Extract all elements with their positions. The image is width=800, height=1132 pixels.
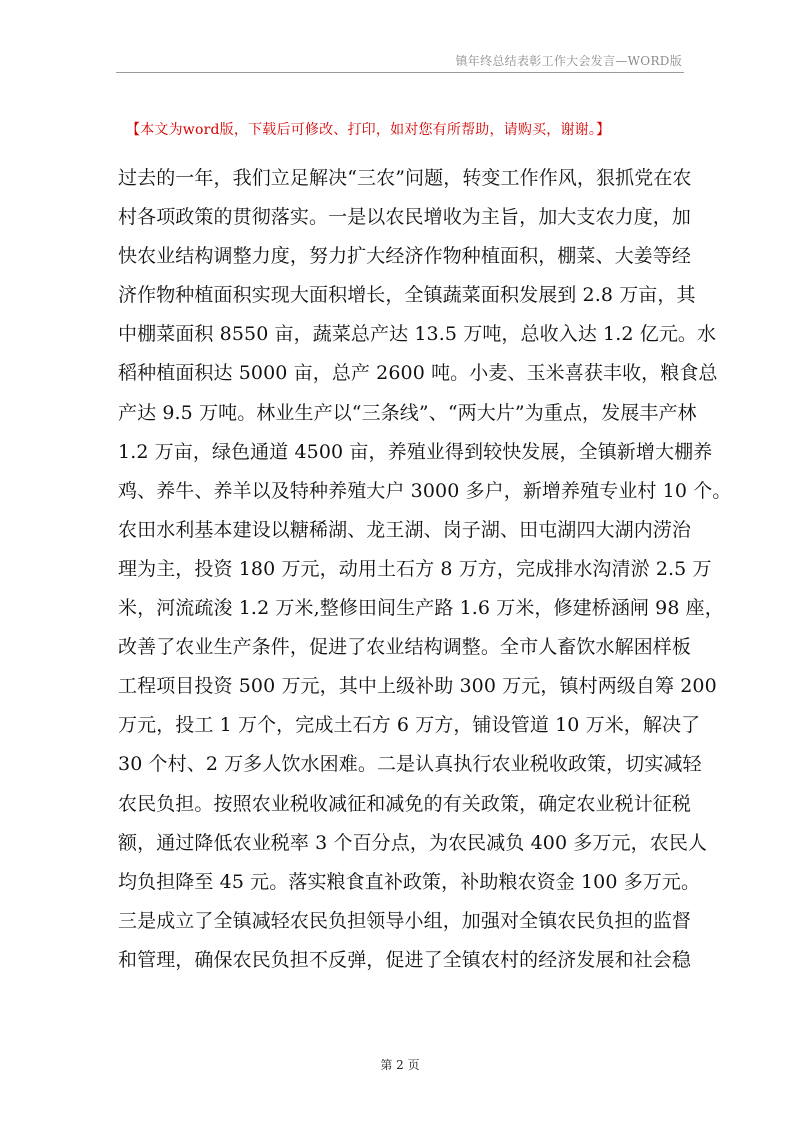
page-number: 第 2 页 xyxy=(380,1058,420,1072)
body-line: 三是成立了全镇减轻农民负担领导小组，加强对全镇农民负担的监督 xyxy=(118,909,692,932)
body-line: 万元，投工 1 万个，完成土石方 6 万方，铺设管道 10 万米，解决了 xyxy=(118,714,701,737)
body-line: 中棚菜面积 8550 亩，蔬菜总产达 13.5 万吨，总收入达 1.2 亿元。水 xyxy=(118,323,717,346)
body-line: 1.2 万亩，绿色通道 4500 亩，养殖业得到较快发展，全镇新增大棚养 xyxy=(118,440,713,463)
body-line: 快农业结构调整力度，努力扩大经济作物种植面积，棚菜、大姜等经 xyxy=(118,245,692,268)
download-notice: 【本文为word版，下载后可修改、打印，如对您有所帮助，请购买，谢谢。】 xyxy=(126,122,611,138)
body-line: 鸡、养牛、养羊以及特种养殖大户 3000 多户，新增养殖专业村 10 个。 xyxy=(118,479,732,502)
body-line: 额，通过降低农业税率 3 个百分点，为农民减负 400 多万元，农民人 xyxy=(118,831,708,854)
body-line: 农田水利基本建设以糖稀湖、龙王湖、岗子湖、田屯湖四大湖内涝治 xyxy=(118,518,692,541)
body-line: 均负担降至 45 元。落实粮食直补政策，补助粮农资金 100 多万元。 xyxy=(118,870,701,893)
body-line: 农民负担。按照农业税收减征和减免的有关政策，确定农业税计征税 xyxy=(118,792,692,815)
body-line: 理为主，投资 180 万元，动用土石方 8 万方，完成排水沟清淤 2.5 万 xyxy=(118,557,712,580)
body-line: 村各项政策的贯彻落实。一是以农民增收为主旨，加大支农力度，加 xyxy=(118,206,692,229)
body-line: 米，河流疏浚 1.2 万米,整修田间生产路 1.6 万米，修建桥涵闸 98 座， xyxy=(118,597,724,620)
header-divider xyxy=(116,72,684,73)
body-line: 工程项目投资 500 万元，其中上级补助 300 万元，镇村两级自筹 200 xyxy=(118,675,717,698)
document-header-title: 镇年终总结表彰工作大会发言—WORD版 xyxy=(455,54,682,68)
body-line: 改善了农业生产条件，促进了农业结构调整。全市人畜饮水解困样板 xyxy=(118,636,692,659)
body-line: 产达 9.5 万吨。林业生产以“三条线”、“两大片”为重点，发展丰产林 xyxy=(118,401,697,424)
body-text xyxy=(118,159,732,980)
body-line: 过去的一年，我们立足解决“三农”问题，转变工作作风，狠抓党在农 xyxy=(118,167,692,189)
body-line: 和管理，确保农民负担不反弹，促进了全镇农村的经济发展和社会稳 xyxy=(118,948,692,971)
body-line: 稻种植面积达 5000 亩，总产 2600 吨。小麦、玉米喜获丰收，粮食总 xyxy=(118,362,718,385)
body-line: 济作物种植面积实现大面积增长，全镇蔬菜面积发展到 2.8 万亩，其 xyxy=(118,284,696,307)
body-line: 30 个村、2 万多人饮水困难。二是认真执行农业税收政策，切实减轻 xyxy=(118,753,702,776)
